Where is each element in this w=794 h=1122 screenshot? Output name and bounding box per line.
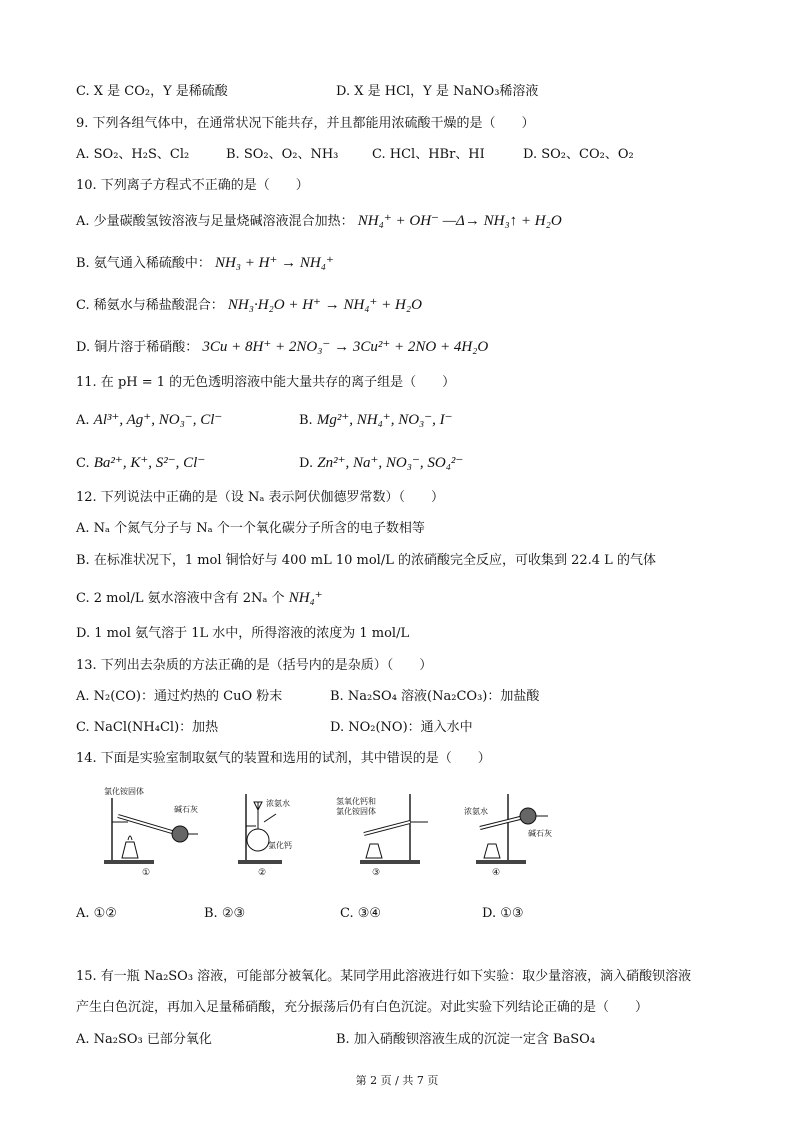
q12-option-c-text: C. 2 mol/L 氨水溶液中含有 2Nₐ 个 [76,591,285,606]
q15-stem-line-2: 产生白色沉淀，再加入足量稀硝酸，充分振荡后仍有白色沉淀。对此实验下列结论正确的是（ ） [76,1000,649,1015]
q10-option-a [76,212,562,231]
q11-option-a [76,411,222,430]
q14-option-c: C. ③④ [340,906,382,921]
fig1-number: ① [142,868,151,878]
q10-option-b-text: B. 氨气通入稀硫酸中： [76,256,211,271]
q12-option-a: A. Nₐ 个氮气分子与 Nₐ 个一个氧化碳分子所含的电子数相等 [76,521,425,536]
q8-option-c: C. X 是 CO₂，Y 是稀硫酸 [76,84,228,99]
fig4-number: ④ [492,868,501,878]
q10-option-c-text: C. 稀氨水与稀盐酸混合： [76,298,224,313]
q10-option-b [76,254,334,273]
q12-option-c [76,589,323,608]
q11-option-c-ions: Ba²⁺, K⁺, S²⁻, Cl⁻ [93,455,206,471]
q13-option-a: A. N₂(CO)：通过灼热的 CuO 粉末 [76,689,283,704]
q11-option-b-ions: Mg²⁺, NH₄⁺, NO₃⁻, I⁻ [316,412,453,428]
q11-option-b [299,411,453,430]
q12-option-d: D. 1 mol 氨气溶于 1L 水中，所得溶液的浓度为 1 mol/L [76,626,410,641]
q8-option-d: D. X 是 HCl，Y 是 NaNO₃稀溶液 [336,84,539,99]
fig2-label-1: 浓氨水 [266,799,290,808]
q9-option-a: A. SO₂、H₂S、Cl₂ [76,147,190,162]
q10-option-a-text: A. 少量碳酸氢铵溶液与足量烧碱溶液混合加热： [76,214,354,229]
q9-option-b: B. SO₂、O₂、NH₃ [226,147,339,162]
apparatus-figure-3 [334,782,434,878]
q10-stem: 10. 下列离子方程式不正确的是（ ） [76,178,309,193]
q10-option-c-equation: NH₃·H₂O + H⁺ → NH₄⁺ + H₂O [227,297,422,313]
q10-option-d-equation: 3Cu + 8H⁺ + 2NO₃⁻ → 3Cu²⁺ + 2NO + 4H₂O [202,339,489,355]
q11-option-d-label: D. [299,456,314,471]
page-footer: 第 2 页 / 共 7 页 [355,1074,439,1087]
fig4-label-2: 碱石灰 [528,829,552,838]
fig2-label-2: 氯化钙 [268,841,292,850]
fig3-label-1: 氢氧化钙和 [336,797,376,806]
q14-stem: 14. 下面是实验室制取氨气的装置和选用的试剂，其中错误的是（ ） [76,751,491,766]
apparatus-figure-1 [98,782,210,878]
q12-option-c-ion: NH₄⁺ [288,590,323,606]
q12-stem: 12. 下列说法中正确的是（设 Nₐ 表示阿伏伽德罗常数）（ ） [76,490,444,505]
q9-option-d: D. SO₂、CO₂、O₂ [523,147,634,162]
apparatus-figure-4 [462,782,562,878]
q11-option-c [76,454,205,473]
q11-option-c-label: C. [76,456,90,471]
q13-option-d: D. NO₂(NO)：通入水中 [330,720,473,735]
q9-stem: 9. 下列各组气体中，在通常状况下能共存，并且都能用浓硫酸干燥的是（ ） [76,116,535,131]
q11-option-a-label: A. [76,413,90,428]
q9-option-c: C. HCl、HBr、HI [372,147,485,162]
fig4-label-1: 浓氨水 [464,807,488,816]
q13-stem: 13. 下列出去杂质的方法正确的是（括号内的是杂质）（ ） [76,658,433,673]
q11-option-d-ions: Zn²⁺, Na⁺, NO₃⁻, SO₄²⁻ [317,455,464,471]
fig3-label-2: 氯化铵固体 [336,807,376,816]
q14-option-b: B. ②③ [204,906,246,921]
q11-option-d [299,454,463,473]
q10-option-b-equation: NH₃ + H⁺ → NH₄⁺ [214,255,334,271]
q10-option-c [76,296,422,315]
q10-option-a-equation: NH₄⁺ + OH⁻ —Δ→ NH₃↑ + H₂O [357,213,562,229]
q10-option-d-text: D. 铜片溶于稀硝酸： [76,340,199,355]
q15-stem-line-1: 15. 有一瓶 Na₂SO₃ 溶液，可能部分被氧化。某同学用此溶液进行如下实验：取少量溶液，滴入硝酸钡溶液 [76,969,692,984]
q10-option-d [76,338,488,357]
fig3-number: ③ [372,868,381,878]
q14-option-a: A. ①② [76,906,117,921]
q11-stem: 11. 在 pH = 1 的无色透明溶液中能大量共存的离子组是（ ） [76,375,456,390]
q15-option-a: A. Na₂SO₃ 已部分氧化 [76,1032,212,1047]
q15-option-b: B. 加入硝酸钡溶液生成的沉淀一定含 BaSO₄ [336,1032,596,1047]
q13-option-b: B. Na₂SO₄ 溶液(Na₂CO₃)：加盐酸 [330,689,540,704]
fig2-number: ② [258,868,267,878]
q12-option-b: B. 在标准状况下，1 mol 铜恰好与 400 mL 10 mol/L 的浓硝酸完全反应，可收集到 22.4 L 的气体 [76,553,656,568]
q11-option-b-label: B. [299,413,313,428]
q13-option-c: C. NaCl(NH₄Cl)：加热 [76,720,219,735]
fig1-label-2: 碱石灰 [174,805,198,814]
fig1-label-1: 氯化铵固体 [104,787,144,796]
q11-option-a-ions: Al³⁺, Ag⁺, NO₃⁻, Cl⁻ [93,412,223,428]
apparatus-figure-2 [234,782,314,878]
q14-option-d: D. ①③ [482,906,524,921]
